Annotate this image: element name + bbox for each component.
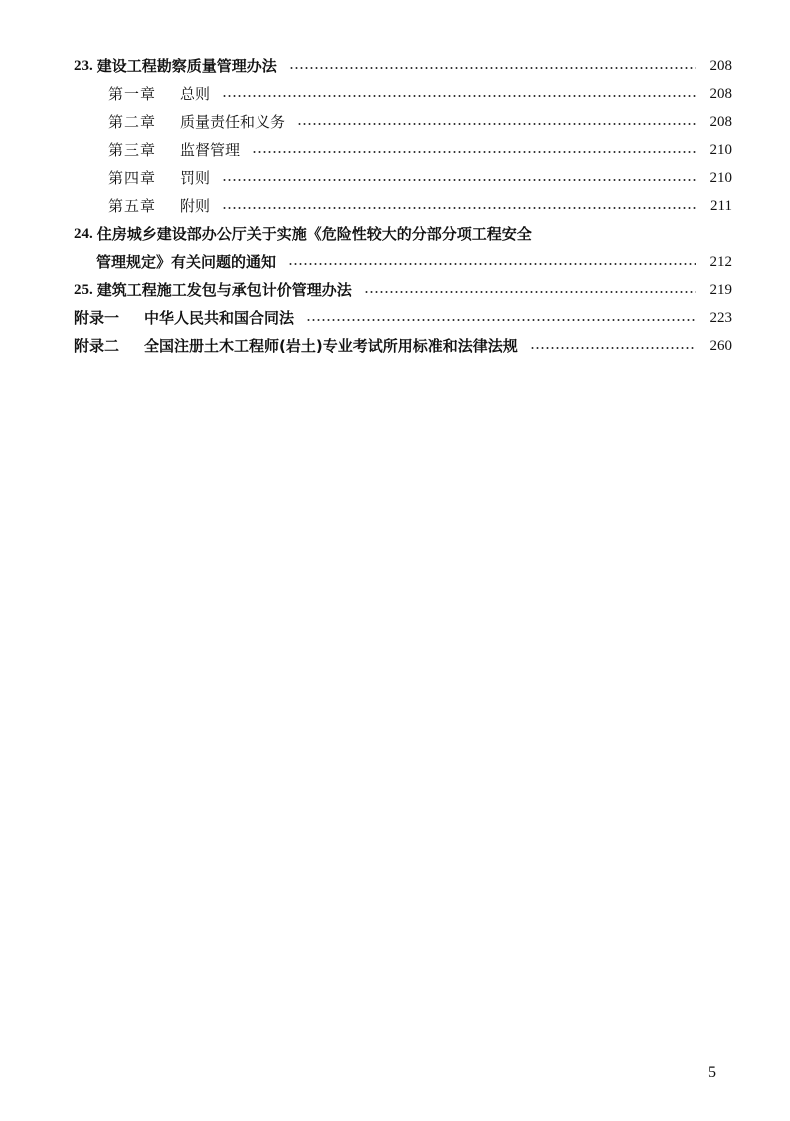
toc-chapter-2[interactable] [74, 108, 732, 136]
toc-entry-24-line1[interactable] [74, 220, 732, 248]
dot-leader [252, 151, 696, 153]
entry-title-line2: 管理规定》有关问题的通知 [96, 253, 277, 271]
appendix-label: 附录二 [74, 337, 120, 355]
chapter-title: 质量责任和义务 [180, 113, 286, 131]
dot-leader [289, 67, 696, 69]
toc-appendix-1[interactable] [74, 304, 732, 332]
toc-chapter-3[interactable] [74, 136, 732, 164]
toc-entry-24-line2[interactable] [74, 248, 732, 276]
appendix-page: 260 [709, 338, 732, 354]
toc-entry-25[interactable] [74, 276, 732, 304]
chapter-page: 208 [709, 114, 732, 130]
dot-leader [364, 291, 696, 293]
dot-leader [306, 319, 696, 321]
appendix-title: 中华人民共和国合同法 [144, 309, 295, 327]
dot-leader [297, 123, 696, 125]
toc-chapter-4[interactable] [74, 164, 732, 192]
entry-number: 24. [74, 226, 93, 242]
chapter-label: 第三章 [108, 141, 157, 159]
chapter-title: 监督管理 [180, 141, 241, 159]
entry-number: 23. [74, 58, 93, 74]
entry-page: 219 [709, 282, 732, 298]
chapter-page: 210 [709, 170, 732, 186]
chapter-page: 208 [709, 86, 732, 102]
appendix-title: 全国注册土木工程师(岩土)专业考试所用标准和法律法规 [144, 337, 518, 355]
dot-leader [222, 179, 696, 181]
chapter-label: 第二章 [108, 113, 157, 131]
chapter-label: 第一章 [108, 85, 157, 103]
dot-leader [222, 207, 696, 209]
page-number: 5 [708, 1064, 716, 1081]
entry-title: 建筑工程施工发包与承包计价管理办法 [96, 281, 352, 299]
appendix-label: 附录一 [74, 309, 120, 327]
chapter-title: 附则 [180, 197, 211, 215]
toc-appendix-2[interactable] [74, 332, 732, 360]
entry-number: 25. [74, 282, 93, 298]
entry-title-line1: 住房城乡建设部办公厅关于实施《危险性较大的分部分项工程安全 [96, 225, 532, 243]
chapter-label: 第五章 [108, 197, 157, 215]
dot-leader [288, 263, 696, 265]
entry-page: 208 [709, 58, 732, 74]
table-of-contents [74, 52, 732, 360]
chapter-page: 211 [710, 198, 732, 214]
entry-page: 212 [709, 254, 732, 270]
chapter-title: 总则 [180, 85, 211, 103]
entry-title: 建设工程勘察质量管理办法 [96, 57, 277, 75]
dot-leader [530, 347, 696, 349]
chapter-label: 第四章 [108, 169, 157, 187]
toc-chapter-1[interactable] [74, 80, 732, 108]
chapter-title: 罚则 [180, 169, 211, 187]
dot-leader [222, 95, 696, 97]
toc-entry-23[interactable] [74, 52, 732, 80]
toc-chapter-5[interactable] [74, 192, 732, 220]
chapter-page: 210 [709, 142, 732, 158]
appendix-page: 223 [709, 310, 732, 326]
